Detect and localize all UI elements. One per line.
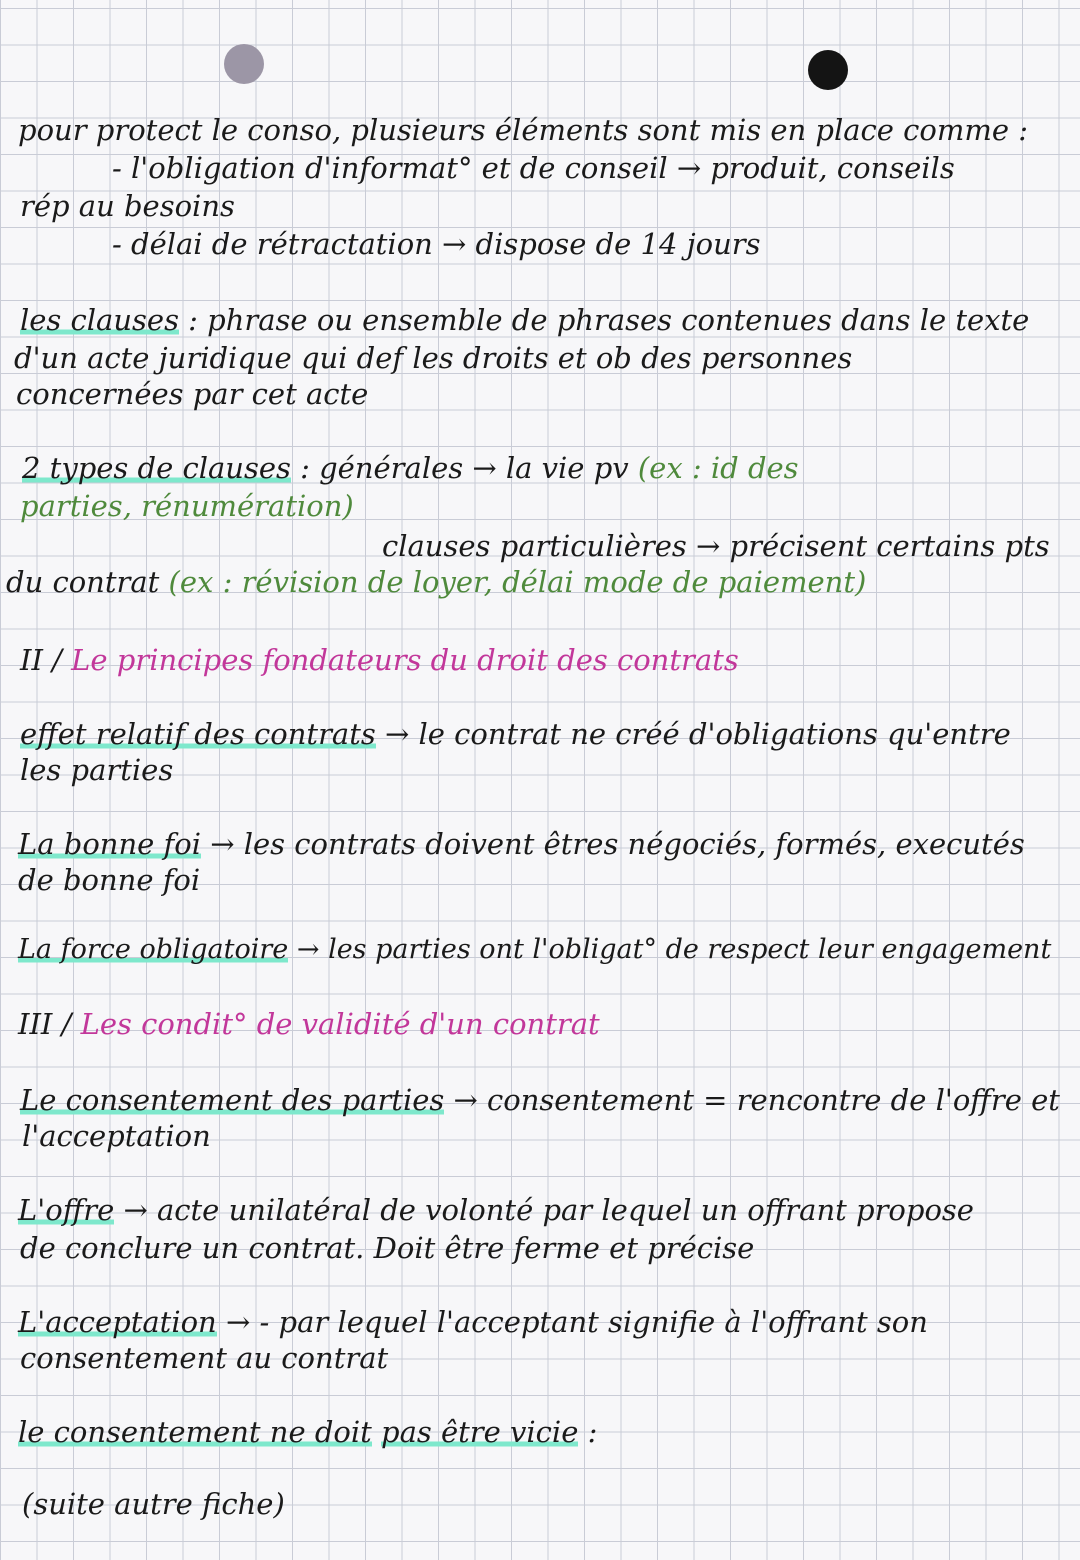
term-highlight: les clauses	[20, 303, 179, 337]
section-heading	[18, 1006, 600, 1042]
section-title: Le principes fondateurs du droit des contrats	[71, 643, 739, 677]
term-highlight: Le consentement des parties	[20, 1083, 445, 1117]
note-line	[18, 1192, 974, 1228]
note-line	[20, 302, 1029, 338]
section-number: II /	[20, 643, 62, 677]
note-line	[20, 716, 1011, 752]
note-line	[20, 1082, 1060, 1118]
note-line: d'un acte juridique qui def les droits et ob des personnes	[14, 341, 853, 375]
definition-text: → le contrat ne créé d'obligations qu'entre	[384, 717, 1011, 751]
note-line: - délai de rétractation → dispose de 14 jours	[112, 227, 761, 261]
definition-text: → les parties ont l'obligat° de respect leur engagement	[296, 934, 1052, 965]
example-text: parties, rénumération)	[20, 489, 354, 523]
term-highlight: pas être vicie	[381, 1415, 579, 1449]
note-line: de conclure un contrat. Doit être ferme et précise	[20, 1231, 755, 1265]
note-line: de bonne foi	[18, 863, 201, 897]
note-line	[22, 450, 799, 486]
note-line: clauses particulières → précisent certains pts	[382, 529, 1050, 563]
note-line: concernées par cet acte	[16, 377, 369, 411]
note-line	[18, 1414, 597, 1450]
definition-highlight: le consentement ne doit	[18, 1415, 372, 1449]
note-line	[18, 826, 1025, 862]
term-highlight: L'acceptation	[18, 1305, 217, 1339]
definition-text: : phrase ou ensemble de phrases contenues dans le texte	[188, 303, 1030, 337]
note-line: les parties	[20, 753, 174, 787]
note-line	[6, 564, 866, 600]
term-highlight: effet relatif des contrats	[20, 717, 376, 751]
term-highlight: L'offre	[18, 1193, 115, 1227]
definition-text: → consentement = rencontre de l'offre et	[453, 1083, 1060, 1117]
term-highlight: La force obligatoire	[18, 934, 289, 965]
definition-text: → - par lequel l'acceptant signifie à l'offrant son	[225, 1305, 928, 1339]
section-number: III /	[18, 1007, 72, 1041]
note-line: (suite autre fiche)	[22, 1487, 285, 1521]
note-line	[18, 932, 1051, 968]
note-line: l'acceptation	[22, 1119, 211, 1153]
definition-text: : générales → la vie pv	[300, 451, 629, 485]
section-title: Les condit° de validité d'un contrat	[80, 1007, 600, 1041]
note-line: - l'obligation d'informat° et de conseil → produit, conseils	[112, 151, 955, 185]
definition-text: du contrat	[6, 565, 160, 599]
term-highlight: La bonne foi	[18, 827, 201, 861]
note-line: consentement au contrat	[20, 1341, 389, 1375]
term-highlight: 2 types de clauses	[22, 451, 291, 485]
section-heading	[20, 642, 739, 678]
note-line: rép au besoins	[20, 189, 235, 223]
binder-hole-right	[808, 50, 848, 90]
definition-text: → acte unilatéral de volonté par lequel un offrant propose	[123, 1193, 974, 1227]
note-line: pour protect le conso, plusieurs éléments sont mis en place comme :	[18, 113, 1029, 147]
note-line	[18, 1304, 928, 1340]
definition-text: → les contrats doivent êtres négociés, formés, executés	[210, 827, 1025, 861]
example-text: (ex : id des	[637, 451, 799, 485]
example-text: (ex : révision de loyer, délai mode de paiement)	[168, 565, 867, 599]
binder-hole-left	[224, 44, 264, 84]
colon: :	[587, 1415, 598, 1449]
